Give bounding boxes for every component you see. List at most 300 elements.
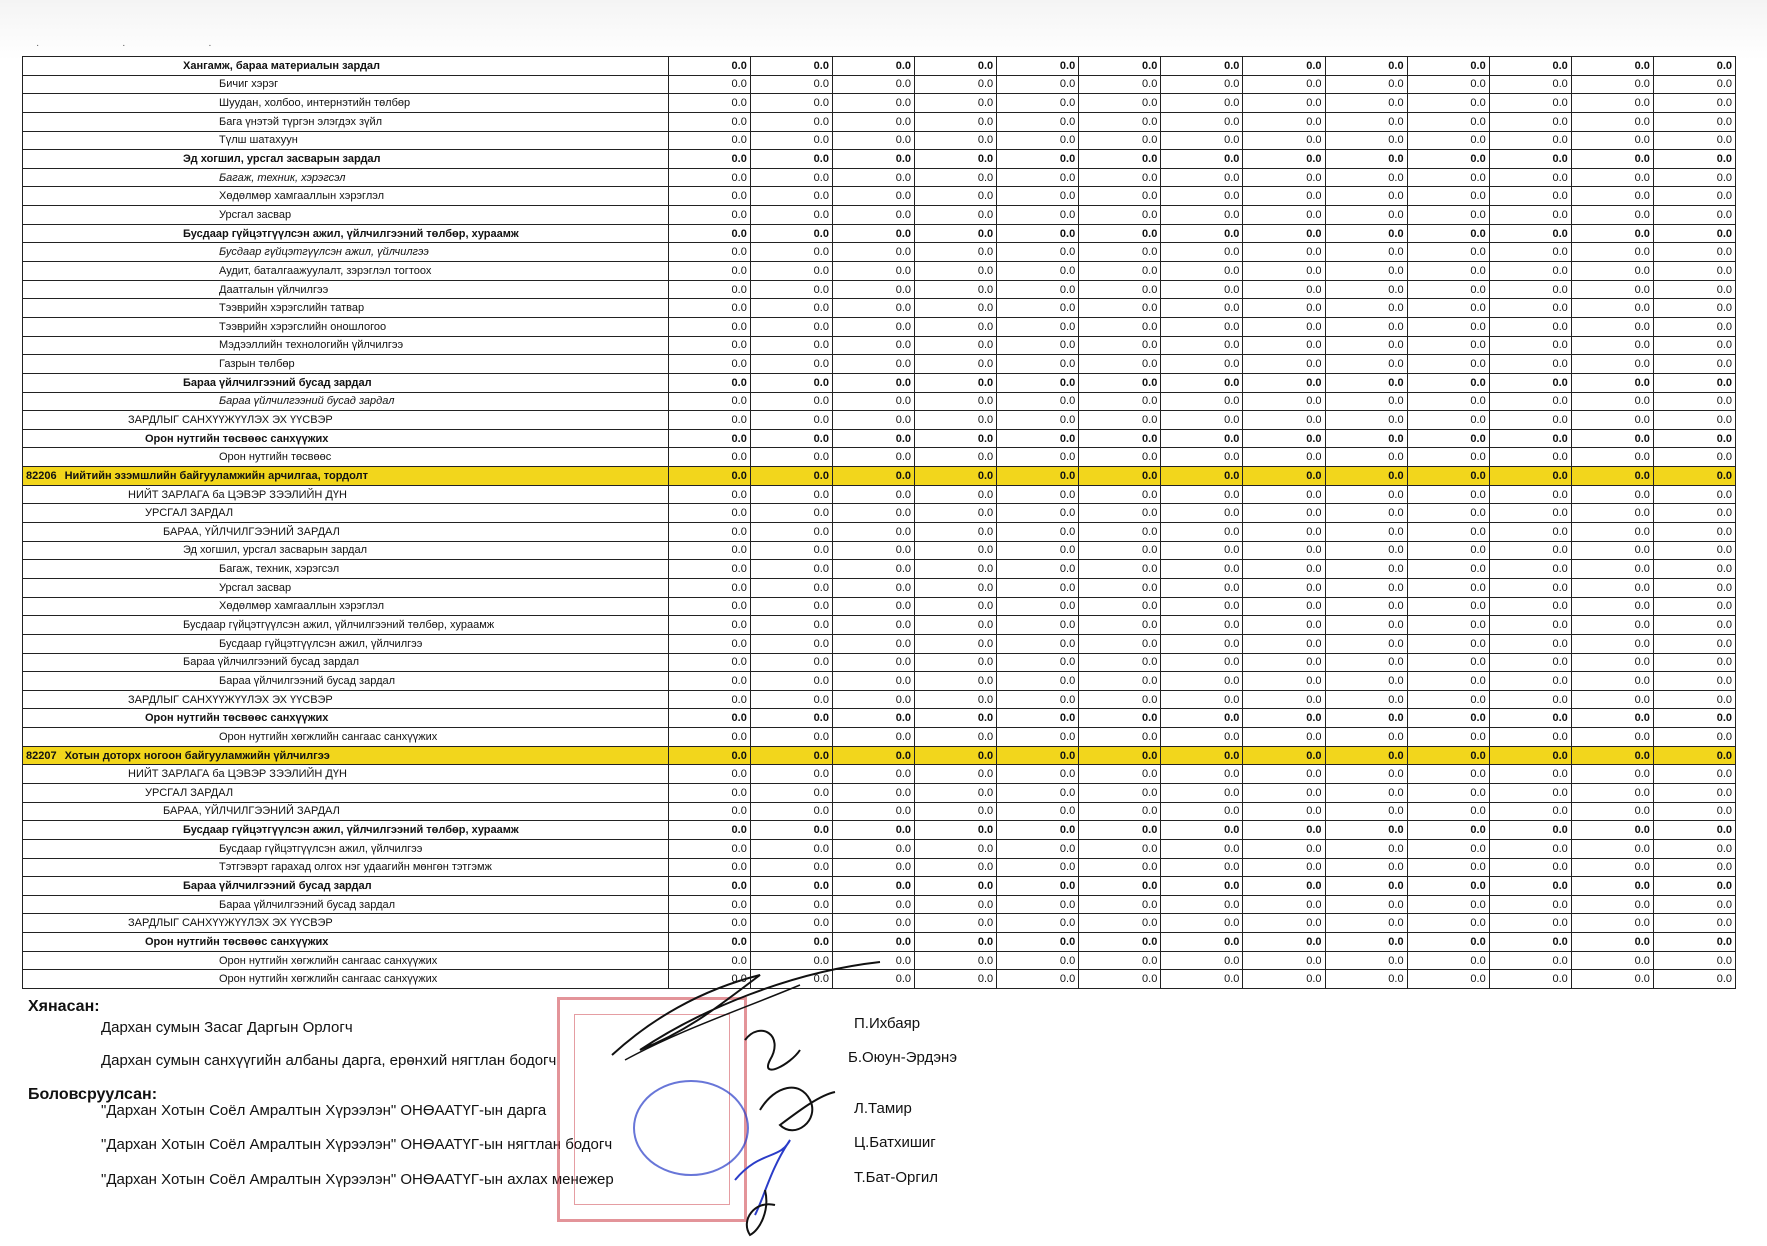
value-cell: 0.0 (1243, 895, 1325, 914)
value-cell: 0.0 (668, 634, 750, 653)
value-cell: 0.0 (1325, 336, 1407, 355)
value-cell: 0.0 (1325, 914, 1407, 933)
value-cell: 0.0 (997, 783, 1079, 802)
value-cell: 0.0 (1161, 317, 1243, 336)
value-cell: 0.0 (832, 597, 914, 616)
value-cell: 0.0 (1653, 597, 1735, 616)
round-seal (633, 1080, 749, 1176)
row-label-text: Бараа үйлчилгээний бусад зардал (183, 656, 360, 669)
table-row (23, 206, 1736, 225)
value-cell: 0.0 (1571, 299, 1653, 318)
table-row (23, 541, 1736, 560)
value-cell: 0.0 (750, 75, 832, 94)
value-cell: 0.0 (668, 262, 750, 281)
table-row (23, 821, 1736, 840)
value-cell: 0.0 (1079, 112, 1161, 131)
value-cell: 0.0 (1571, 616, 1653, 635)
table-row (23, 970, 1736, 989)
value-cell: 0.0 (1325, 448, 1407, 467)
value-cell: 0.0 (997, 709, 1079, 728)
value-cell: 0.0 (1079, 448, 1161, 467)
value-cell: 0.0 (1325, 467, 1407, 486)
value-cell: 0.0 (1489, 373, 1571, 392)
value-cell: 0.0 (997, 802, 1079, 821)
value-cell: 0.0 (1079, 336, 1161, 355)
value-cell: 0.0 (668, 672, 750, 691)
value-cell: 0.0 (1325, 131, 1407, 150)
table-row (23, 262, 1736, 281)
row-label-text: Газрын төлбөр (219, 358, 295, 371)
row-label-text: Хөдөлмөр хамгааллын хэрэглэл (219, 190, 385, 203)
value-cell: 0.0 (1243, 317, 1325, 336)
value-cell: 0.0 (1407, 672, 1489, 691)
value-cell: 0.0 (1079, 914, 1161, 933)
value-cell: 0.0 (997, 262, 1079, 281)
value-cell: 0.0 (750, 112, 832, 131)
value-cell: 0.0 (1161, 448, 1243, 467)
row-label (23, 411, 669, 430)
value-cell: 0.0 (750, 933, 832, 952)
row-label (23, 858, 669, 877)
row-label (23, 373, 669, 392)
value-cell: 0.0 (1653, 578, 1735, 597)
value-cell: 0.0 (997, 541, 1079, 560)
value-cell: 0.0 (668, 783, 750, 802)
value-cell: 0.0 (1653, 355, 1735, 374)
row-label-text: Багаж, техник, хэрэгсэл (219, 171, 346, 184)
value-cell: 0.0 (997, 224, 1079, 243)
value-cell: 0.0 (1243, 597, 1325, 616)
value-cell: 0.0 (1243, 224, 1325, 243)
value-cell: 0.0 (832, 616, 914, 635)
row-label-text: Орон нутгийн хөгжлийн сангаас санхүүжих (219, 973, 438, 986)
value-cell: 0.0 (1161, 467, 1243, 486)
row-label (23, 653, 669, 672)
table-row (23, 690, 1736, 709)
value-cell: 0.0 (1325, 523, 1407, 542)
value-cell: 0.0 (997, 765, 1079, 784)
value-cell: 0.0 (1325, 746, 1407, 765)
value-cell: 0.0 (750, 765, 832, 784)
row-label-text: Аудит, баталгаажуулалт, зэрэглэл тогтоох (219, 264, 432, 277)
value-cell: 0.0 (1489, 485, 1571, 504)
value-cell: 0.0 (997, 355, 1079, 374)
value-cell: 0.0 (750, 839, 832, 858)
value-cell: 0.0 (750, 970, 832, 989)
value-cell: 0.0 (1079, 709, 1161, 728)
value-cell: 0.0 (997, 951, 1079, 970)
value-cell: 0.0 (1161, 877, 1243, 896)
value-cell: 0.0 (1243, 504, 1325, 523)
table-row (23, 933, 1736, 952)
table-row (23, 765, 1736, 784)
value-cell: 0.0 (1407, 802, 1489, 821)
value-cell: 0.0 (668, 951, 750, 970)
table-row (23, 672, 1736, 691)
signatory-name: Ц.Батхишиг (854, 1134, 936, 1151)
value-cell: 0.0 (1653, 672, 1735, 691)
value-cell: 0.0 (997, 914, 1079, 933)
value-cell: 0.0 (997, 57, 1079, 76)
value-cell: 0.0 (997, 299, 1079, 318)
value-cell: 0.0 (832, 933, 914, 952)
value-cell: 0.0 (1407, 429, 1489, 448)
value-cell: 0.0 (750, 877, 832, 896)
value-cell: 0.0 (1489, 746, 1571, 765)
value-cell: 0.0 (750, 690, 832, 709)
value-cell: 0.0 (1407, 150, 1489, 169)
value-cell: 0.0 (997, 821, 1079, 840)
value-cell: 0.0 (997, 373, 1079, 392)
value-cell: 0.0 (668, 597, 750, 616)
row-label-text: Орон нутгийн төсвөөс санхүүжих (145, 712, 329, 725)
value-cell: 0.0 (997, 858, 1079, 877)
value-cell: 0.0 (1243, 467, 1325, 486)
signatory-title: Дархан сумын Засаг Даргын Орлогч (101, 1019, 353, 1036)
value-cell: 0.0 (1243, 560, 1325, 579)
row-label (23, 690, 669, 709)
value-cell: 0.0 (668, 373, 750, 392)
value-cell: 0.0 (750, 224, 832, 243)
value-cell: 0.0 (750, 802, 832, 821)
row-label-text: Бусдаар гүйцэтгүүлсэн ажил, үйлчилгээ (219, 246, 429, 259)
value-cell: 0.0 (1489, 187, 1571, 206)
value-cell: 0.0 (915, 299, 997, 318)
value-cell: 0.0 (1325, 728, 1407, 747)
table-row (23, 150, 1736, 169)
value-cell: 0.0 (1489, 94, 1571, 113)
value-cell: 0.0 (1325, 578, 1407, 597)
value-cell: 0.0 (1243, 728, 1325, 747)
value-cell: 0.0 (1407, 597, 1489, 616)
value-cell: 0.0 (1079, 634, 1161, 653)
value-cell: 0.0 (1161, 429, 1243, 448)
value-cell: 0.0 (997, 448, 1079, 467)
value-cell: 0.0 (832, 206, 914, 225)
value-cell: 0.0 (1571, 933, 1653, 952)
value-cell: 0.0 (1243, 336, 1325, 355)
table-row (23, 485, 1736, 504)
value-cell: 0.0 (1489, 560, 1571, 579)
value-cell: 0.0 (668, 448, 750, 467)
value-cell: 0.0 (1243, 951, 1325, 970)
value-cell: 0.0 (668, 112, 750, 131)
value-cell: 0.0 (750, 206, 832, 225)
value-cell: 0.0 (1243, 57, 1325, 76)
value-cell: 0.0 (1653, 392, 1735, 411)
value-cell: 0.0 (915, 616, 997, 635)
value-cell: 0.0 (1653, 951, 1735, 970)
value-cell: 0.0 (997, 933, 1079, 952)
value-cell: 0.0 (1161, 541, 1243, 560)
value-cell: 0.0 (1571, 94, 1653, 113)
signatory-name: П.Ихбаяр (854, 1015, 921, 1032)
row-label-text: БАРАА, ҮЙЛЧИЛГЭЭНИЙ ЗАРДАЛ (163, 525, 340, 538)
value-cell: 0.0 (750, 411, 832, 430)
value-cell: 0.0 (1079, 150, 1161, 169)
row-label (23, 746, 669, 765)
value-cell: 0.0 (915, 541, 997, 560)
row-label (23, 523, 669, 542)
value-cell: 0.0 (997, 392, 1079, 411)
value-cell: 0.0 (997, 560, 1079, 579)
value-cell: 0.0 (668, 299, 750, 318)
value-cell: 0.0 (997, 485, 1079, 504)
value-cell: 0.0 (1325, 821, 1407, 840)
row-label-text: Хөдөлмөр хамгааллын хэрэглэл (219, 600, 385, 613)
value-cell: 0.0 (1243, 94, 1325, 113)
value-cell: 0.0 (1325, 765, 1407, 784)
value-cell: 0.0 (915, 429, 997, 448)
value-cell: 0.0 (1079, 206, 1161, 225)
value-cell: 0.0 (1571, 131, 1653, 150)
value-cell: 0.0 (1407, 541, 1489, 560)
value-cell: 0.0 (1653, 802, 1735, 821)
value-cell: 0.0 (915, 578, 997, 597)
value-cell: 0.0 (1653, 728, 1735, 747)
value-cell: 0.0 (832, 280, 914, 299)
value-cell: 0.0 (750, 336, 832, 355)
value-cell: 0.0 (1571, 746, 1653, 765)
value-cell: 0.0 (832, 336, 914, 355)
value-cell: 0.0 (1161, 560, 1243, 579)
value-cell: 0.0 (1079, 243, 1161, 262)
checked-heading: Хянасан: (28, 998, 100, 1015)
table-row (23, 597, 1736, 616)
value-cell: 0.0 (1161, 821, 1243, 840)
value-cell: 0.0 (668, 467, 750, 486)
value-cell: 0.0 (1325, 672, 1407, 691)
row-label (23, 634, 669, 653)
value-cell: 0.0 (1653, 709, 1735, 728)
value-cell: 0.0 (1079, 858, 1161, 877)
value-cell: 0.0 (1161, 131, 1243, 150)
value-cell: 0.0 (997, 877, 1079, 896)
value-cell: 0.0 (1325, 243, 1407, 262)
value-cell: 0.0 (1489, 578, 1571, 597)
row-label (23, 485, 669, 504)
row-label (23, 150, 669, 169)
value-cell: 0.0 (1243, 187, 1325, 206)
value-cell: 0.0 (1161, 94, 1243, 113)
table-row (23, 94, 1736, 113)
row-label-text: Орон нутгийн төсвөөс (219, 451, 332, 464)
value-cell: 0.0 (997, 317, 1079, 336)
row-label-text: Даатгалын үйлчилгээ (219, 283, 329, 296)
value-cell: 0.0 (1489, 839, 1571, 858)
value-cell: 0.0 (1571, 728, 1653, 747)
value-cell: 0.0 (1079, 821, 1161, 840)
value-cell: 0.0 (1489, 802, 1571, 821)
value-cell: 0.0 (832, 94, 914, 113)
row-label (23, 243, 669, 262)
value-cell: 0.0 (668, 75, 750, 94)
row-label (23, 616, 669, 635)
value-cell: 0.0 (832, 821, 914, 840)
table-row (23, 504, 1736, 523)
value-cell: 0.0 (915, 765, 997, 784)
value-cell: 0.0 (1571, 411, 1653, 430)
table-row (23, 578, 1736, 597)
table-row (23, 728, 1736, 747)
value-cell: 0.0 (1489, 616, 1571, 635)
value-cell: 0.0 (1407, 728, 1489, 747)
value-cell: 0.0 (1407, 206, 1489, 225)
value-cell: 0.0 (915, 560, 997, 579)
table-row (23, 783, 1736, 802)
value-cell: 0.0 (915, 243, 997, 262)
value-cell: 0.0 (750, 150, 832, 169)
value-cell: 0.0 (832, 653, 914, 672)
prepared-heading: Боловсруулсан: (28, 1086, 158, 1103)
value-cell: 0.0 (750, 168, 832, 187)
value-cell: 0.0 (997, 578, 1079, 597)
value-cell: 0.0 (1079, 746, 1161, 765)
value-cell: 0.0 (1571, 858, 1653, 877)
value-cell: 0.0 (915, 821, 997, 840)
value-cell: 0.0 (1653, 765, 1735, 784)
value-cell: 0.0 (668, 131, 750, 150)
value-cell: 0.0 (668, 653, 750, 672)
value-cell: 0.0 (750, 429, 832, 448)
value-cell: 0.0 (1407, 746, 1489, 765)
value-cell: 0.0 (1325, 933, 1407, 952)
value-cell: 0.0 (1407, 299, 1489, 318)
value-cell: 0.0 (1161, 914, 1243, 933)
row-label-text: Түлш шатахуун (219, 134, 298, 147)
budget-table-body (23, 57, 1736, 989)
value-cell: 0.0 (1571, 429, 1653, 448)
value-cell: 0.0 (1243, 299, 1325, 318)
value-cell: 0.0 (1161, 485, 1243, 504)
value-cell: 0.0 (832, 411, 914, 430)
row-label-text: Нийтийн эзэмшлийн байгууламжийн арчилгаа, тордолт (64, 469, 368, 482)
value-cell: 0.0 (1571, 690, 1653, 709)
value-cell: 0.0 (750, 821, 832, 840)
value-cell: 0.0 (1653, 57, 1735, 76)
value-cell: 0.0 (915, 94, 997, 113)
value-cell: 0.0 (1407, 392, 1489, 411)
value-cell: 0.0 (1243, 634, 1325, 653)
value-cell: 0.0 (1325, 802, 1407, 821)
table-row (23, 429, 1736, 448)
value-cell: 0.0 (915, 690, 997, 709)
value-cell: 0.0 (668, 765, 750, 784)
value-cell: 0.0 (1407, 914, 1489, 933)
value-cell: 0.0 (1079, 653, 1161, 672)
table-row (23, 317, 1736, 336)
value-cell: 0.0 (1571, 392, 1653, 411)
value-cell: 0.0 (1407, 634, 1489, 653)
value-cell: 0.0 (1489, 597, 1571, 616)
value-cell: 0.0 (1243, 131, 1325, 150)
value-cell: 0.0 (668, 616, 750, 635)
value-cell: 0.0 (1571, 262, 1653, 281)
value-cell: 0.0 (1243, 933, 1325, 952)
value-cell: 0.0 (1571, 485, 1653, 504)
row-label (23, 112, 669, 131)
value-cell: 0.0 (668, 895, 750, 914)
value-cell: 0.0 (915, 523, 997, 542)
value-cell: 0.0 (1407, 280, 1489, 299)
value-cell: 0.0 (915, 877, 997, 896)
value-cell: 0.0 (915, 802, 997, 821)
value-cell: 0.0 (668, 560, 750, 579)
value-cell: 0.0 (750, 895, 832, 914)
value-cell: 0.0 (832, 895, 914, 914)
value-cell: 0.0 (915, 150, 997, 169)
value-cell: 0.0 (1079, 578, 1161, 597)
value-cell: 0.0 (750, 299, 832, 318)
row-label-text: Бараа үйлчилгээний бусад зардал (219, 674, 396, 687)
value-cell: 0.0 (1325, 187, 1407, 206)
value-cell: 0.0 (1079, 262, 1161, 281)
value-cell: 0.0 (668, 690, 750, 709)
value-cell: 0.0 (1407, 765, 1489, 784)
value-cell: 0.0 (1161, 746, 1243, 765)
value-cell: 0.0 (1243, 392, 1325, 411)
value-cell: 0.0 (668, 168, 750, 187)
value-cell: 0.0 (1079, 933, 1161, 952)
value-cell: 0.0 (1571, 634, 1653, 653)
value-cell: 0.0 (1407, 821, 1489, 840)
value-cell: 0.0 (1407, 75, 1489, 94)
value-cell: 0.0 (1325, 970, 1407, 989)
value-cell: 0.0 (750, 317, 832, 336)
table-row (23, 411, 1736, 430)
value-cell: 0.0 (832, 541, 914, 560)
value-cell: 0.0 (997, 150, 1079, 169)
value-cell: 0.0 (1243, 970, 1325, 989)
row-label-text: Тэтгэвэрт гарахад олгох нэг удаагийн мөнгөн тэтгэмж (219, 861, 492, 874)
value-cell: 0.0 (1653, 560, 1735, 579)
value-cell: 0.0 (915, 933, 997, 952)
value-cell: 0.0 (832, 690, 914, 709)
value-cell: 0.0 (1079, 839, 1161, 858)
table-row (23, 392, 1736, 411)
value-cell: 0.0 (1653, 970, 1735, 989)
value-cell: 0.0 (668, 877, 750, 896)
value-cell: 0.0 (1243, 280, 1325, 299)
value-cell: 0.0 (1079, 690, 1161, 709)
value-cell: 0.0 (1325, 877, 1407, 896)
value-cell: 0.0 (1079, 802, 1161, 821)
value-cell: 0.0 (832, 262, 914, 281)
value-cell: 0.0 (1653, 112, 1735, 131)
table-row (23, 299, 1736, 318)
value-cell: 0.0 (997, 597, 1079, 616)
value-cell: 0.0 (1243, 485, 1325, 504)
row-label-text: Эд хогшил, урсгал засварын зардал (183, 544, 368, 557)
value-cell: 0.0 (915, 485, 997, 504)
value-cell: 0.0 (832, 317, 914, 336)
value-cell: 0.0 (1489, 634, 1571, 653)
value-cell: 0.0 (668, 94, 750, 113)
value-cell: 0.0 (750, 578, 832, 597)
value-cell: 0.0 (1407, 373, 1489, 392)
value-cell: 0.0 (1161, 895, 1243, 914)
value-cell: 0.0 (997, 336, 1079, 355)
value-cell: 0.0 (1325, 373, 1407, 392)
value-cell: 0.0 (668, 523, 750, 542)
value-cell: 0.0 (1079, 187, 1161, 206)
value-cell: 0.0 (1653, 448, 1735, 467)
row-label (23, 839, 669, 858)
value-cell: 0.0 (915, 895, 997, 914)
row-label-text: Бараа үйлчилгээний бусад зардал (219, 395, 395, 408)
table-row (23, 877, 1736, 896)
value-cell: 0.0 (668, 392, 750, 411)
